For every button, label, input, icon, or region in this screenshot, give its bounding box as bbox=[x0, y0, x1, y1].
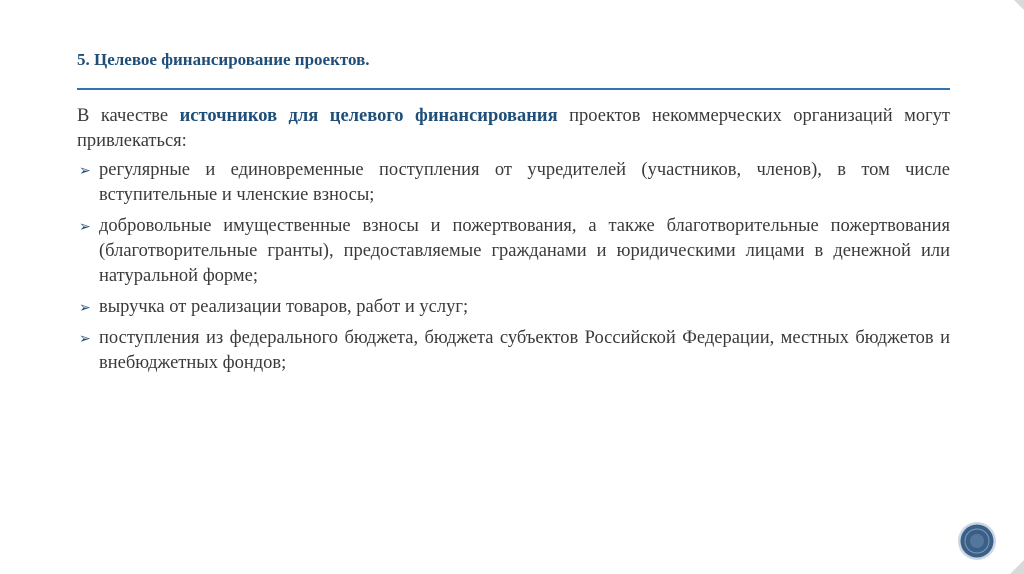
bullet-arrow-icon: ➢ bbox=[79, 164, 91, 179]
bullet-arrow-icon: ➢ bbox=[79, 301, 91, 316]
list-item bbox=[77, 326, 950, 376]
bullet-arrow-icon: ➢ bbox=[79, 220, 91, 235]
circular-logo-badge-icon bbox=[957, 521, 997, 561]
corner-fold-top-right-icon bbox=[1014, 0, 1024, 10]
list-item-text: выручка от реализации товаров, работ и услуг; bbox=[99, 297, 469, 317]
intro-paragraph bbox=[77, 104, 950, 154]
list-item-text: добровольные имущественные взносы и пожертвования, а также благотворительные пожертвования (благотворительные гранты), предоставляемые гражданами и юридическими лицами в денежной или натуральной форме; bbox=[99, 216, 950, 286]
intro-text-after: проектов некоммерческих организаций могут привлекаться: bbox=[77, 106, 950, 151]
slide-title: 5. Целевое финансирование проектов. bbox=[77, 50, 370, 69]
list-item-text: регулярные и единовременные поступления от учредителей (участников, членов), в том числе вступительные и членские взносы; bbox=[99, 160, 950, 205]
list-item bbox=[77, 158, 950, 208]
title-divider bbox=[77, 88, 950, 90]
list-item bbox=[77, 214, 950, 289]
corner-fold-bottom-right-icon bbox=[1010, 560, 1024, 574]
slide-body bbox=[77, 104, 950, 382]
intro-highlight: источников для целевого финансирования bbox=[179, 106, 558, 126]
list-item bbox=[77, 295, 950, 320]
intro-text-before: В качестве bbox=[77, 106, 180, 126]
list-item-text: поступления из федерального бюджета, бюджета субъектов Российской Федерации, местных бюджетов и внебюджетных фондов; bbox=[99, 328, 950, 373]
bullet-arrow-icon: ➢ bbox=[79, 332, 91, 347]
